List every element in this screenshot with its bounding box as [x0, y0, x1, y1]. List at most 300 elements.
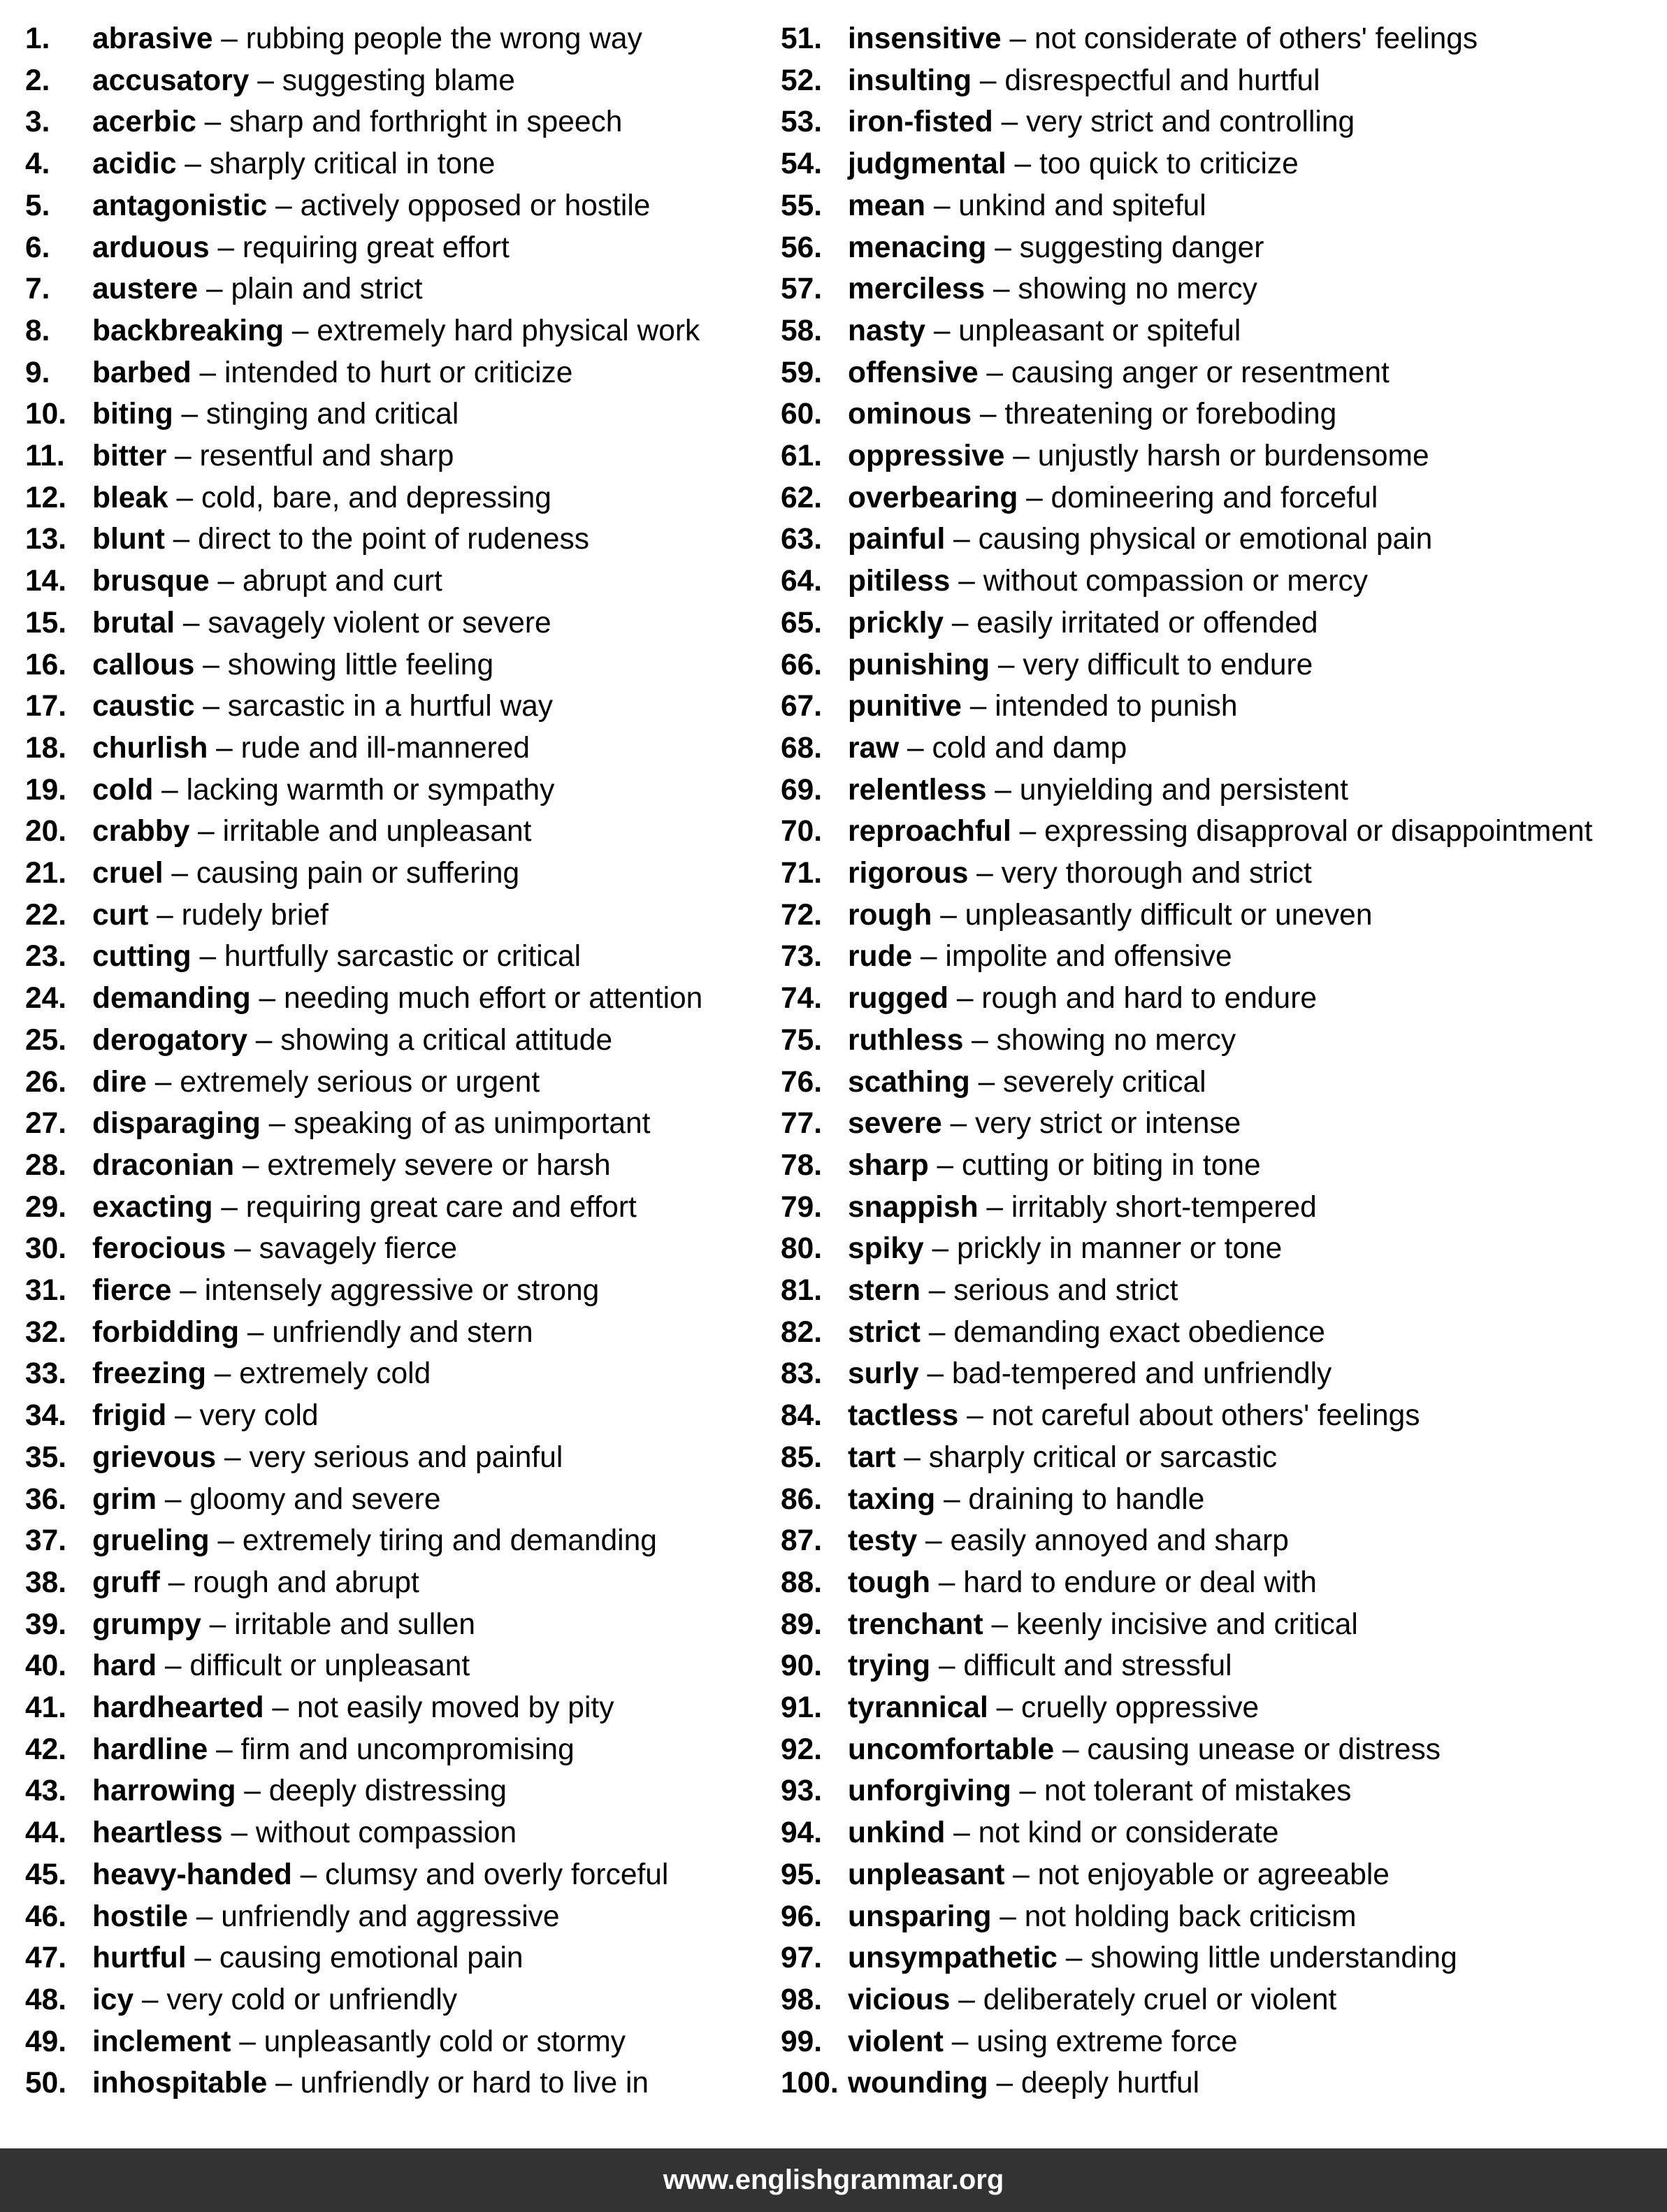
- item-definition: easily annoyed and sharp: [950, 1524, 1289, 1558]
- list-item: [781, 1270, 1178, 1312]
- list-item: [781, 1228, 1282, 1270]
- list-item: [25, 895, 329, 937]
- item-definition: cold and damp: [932, 731, 1127, 765]
- item-separator: –: [935, 1482, 969, 1516]
- item-definition: suggesting blame: [282, 64, 515, 97]
- item-word: iron-fisted: [848, 106, 993, 139]
- item-number: 82.: [781, 1315, 823, 1349]
- list-item: [781, 393, 1336, 435]
- item-word: pitiless: [848, 565, 951, 598]
- item-number: 94.: [781, 1816, 823, 1850]
- item-definition: irritably short-tempered: [1011, 1190, 1317, 1224]
- item-word: churlish: [92, 731, 208, 765]
- item-word: insensitive: [848, 22, 1002, 55]
- list-item: [25, 1353, 431, 1395]
- item-definition: bad-tempered and unfriendly: [951, 1357, 1332, 1391]
- item-number: 69.: [781, 773, 823, 807]
- list-item: [25, 1979, 457, 2021]
- item-word: unforgiving: [848, 1774, 1011, 1808]
- item-number: 28.: [25, 1148, 67, 1182]
- list-item: [781, 853, 1312, 895]
- item-number: 63.: [781, 523, 823, 556]
- item-number: 22.: [25, 898, 67, 932]
- list-item: [781, 1437, 1277, 1479]
- item-separator: –: [978, 356, 1011, 389]
- item-number: 87.: [781, 1524, 823, 1558]
- item-separator: –: [944, 606, 977, 639]
- item-definition: causing emotional pain: [219, 1942, 524, 1975]
- item-number: 52.: [781, 64, 823, 97]
- item-word: crabby: [92, 815, 190, 848]
- item-definition: direct to the point of rudeness: [198, 523, 590, 556]
- item-definition: very serious and painful: [249, 1440, 563, 1474]
- list-item: [25, 936, 581, 978]
- item-word: unkind: [848, 1816, 946, 1850]
- item-definition: savagely violent or severe: [208, 606, 551, 639]
- item-word: bleak: [92, 481, 168, 514]
- item-separator: –: [1006, 147, 1039, 181]
- list-item: [781, 1645, 1232, 1687]
- item-separator: –: [267, 189, 301, 222]
- item-number: 12.: [25, 481, 67, 514]
- list-item: [25, 477, 551, 519]
- item-separator: –: [1011, 815, 1045, 848]
- item-number: 8.: [25, 314, 50, 347]
- item-number: 16.: [25, 648, 67, 681]
- item-separator: –: [171, 1274, 205, 1307]
- item-number: 38.: [25, 1566, 67, 1599]
- item-number: 14.: [25, 565, 67, 598]
- list-item: [25, 1770, 507, 1812]
- item-definition: sharply critical or sarcastic: [928, 1440, 1278, 1474]
- item-separator: –: [972, 64, 1005, 97]
- item-number: 92.: [781, 1733, 823, 1766]
- item-word: derogatory: [92, 1023, 247, 1057]
- list-item: [25, 1896, 560, 1938]
- list-item: [781, 2021, 1237, 2063]
- item-definition: needing much effort or attention: [283, 982, 703, 1015]
- item-word: severe: [848, 1107, 942, 1141]
- item-word: spiky: [848, 1232, 924, 1266]
- item-number: 61.: [781, 440, 823, 472]
- item-number: 85.: [781, 1440, 823, 1474]
- item-word: frigid: [92, 1399, 167, 1433]
- item-separator: –: [189, 815, 223, 848]
- item-word: menacing: [848, 231, 987, 264]
- item-definition: intended to punish: [995, 690, 1238, 723]
- list-item: [781, 185, 1206, 227]
- list-item: [25, 310, 700, 352]
- item-number: 57.: [781, 273, 823, 306]
- list-item: [781, 352, 1390, 394]
- list-item: [25, 2062, 649, 2104]
- item-separator: –: [932, 898, 965, 932]
- item-separator: –: [166, 440, 200, 472]
- item-word: prickly: [848, 606, 944, 639]
- item-number: 5.: [25, 189, 50, 222]
- item-separator: –: [133, 1983, 167, 2016]
- item-number: 90.: [781, 1649, 823, 1683]
- item-definition: not kind or considerate: [978, 1816, 1279, 1850]
- item-number: 73.: [781, 940, 823, 974]
- list-item: [25, 1437, 563, 1479]
- item-separator: –: [198, 273, 231, 306]
- item-number: 37.: [25, 1524, 67, 1558]
- item-number: 67.: [781, 690, 823, 723]
- item-separator: –: [1011, 1774, 1044, 1808]
- item-definition: very strict and controlling: [1026, 106, 1355, 139]
- item-word: snappish: [848, 1190, 979, 1224]
- list-item: [781, 728, 1127, 769]
- item-separator: –: [1004, 1858, 1038, 1891]
- item-definition: unyielding and persistent: [1019, 773, 1348, 807]
- list-item: [781, 2062, 1199, 2104]
- item-separator: –: [187, 1900, 222, 1933]
- list-item: [25, 185, 650, 227]
- item-separator: –: [168, 481, 201, 514]
- item-number: 83.: [781, 1357, 823, 1391]
- item-number: 1.: [25, 22, 50, 55]
- item-definition: severely critical: [1003, 1065, 1206, 1099]
- item-word: punishing: [848, 648, 990, 681]
- item-number: 4.: [25, 147, 50, 181]
- list-item: [25, 1812, 517, 1854]
- item-separator: –: [972, 398, 1005, 431]
- list-item: [781, 1687, 1259, 1729]
- list-item: [781, 1479, 1204, 1521]
- list-item: [25, 1562, 419, 1604]
- item-number: 30.: [25, 1232, 67, 1266]
- item-definition: difficult and stressful: [963, 1649, 1232, 1683]
- item-word: overbearing: [848, 481, 1018, 514]
- item-definition: rough and abrupt: [193, 1566, 419, 1599]
- item-definition: domineering and forceful: [1051, 481, 1378, 514]
- item-separator: –: [930, 1566, 964, 1599]
- item-definition: without compassion: [255, 1816, 517, 1850]
- item-word: taxing: [848, 1482, 936, 1516]
- item-definition: unpleasantly difficult or uneven: [965, 898, 1373, 932]
- item-separator: –: [986, 773, 1020, 807]
- item-word: disparaging: [92, 1107, 261, 1141]
- item-definition: cruelly oppressive: [1021, 1691, 1260, 1724]
- item-separator: –: [176, 147, 210, 181]
- list-item: [25, 18, 642, 60]
- item-word: barbed: [92, 356, 192, 389]
- item-number: 100.: [781, 2067, 839, 2100]
- list-item: [25, 352, 572, 394]
- list-item: [781, 769, 1348, 811]
- item-definition: rude and ill-mannered: [240, 731, 531, 765]
- list-item: [781, 1937, 1457, 1979]
- item-separator: –: [948, 982, 982, 1015]
- list-item: [25, 1228, 457, 1270]
- item-separator: –: [895, 1440, 929, 1474]
- item-word: ominous: [848, 398, 972, 431]
- item-separator: –: [216, 1440, 250, 1474]
- item-word: demanding: [92, 982, 251, 1015]
- item-number: 13.: [25, 523, 67, 556]
- list-item: [781, 1312, 1325, 1354]
- item-word: stern: [848, 1274, 921, 1307]
- item-definition: not careful about others' feelings: [991, 1399, 1420, 1433]
- item-number: 75.: [781, 1023, 823, 1057]
- item-separator: –: [247, 1023, 281, 1057]
- list-item: [25, 1520, 657, 1562]
- item-number: 71.: [781, 857, 823, 890]
- list-item: [781, 1103, 1241, 1145]
- item-word: hardhearted: [92, 1691, 264, 1724]
- item-word: insulting: [848, 64, 972, 97]
- list-item: [781, 1562, 1317, 1604]
- footer-bar: [0, 2148, 1667, 2212]
- item-word: painful: [848, 523, 946, 556]
- item-word: unsparing: [848, 1900, 992, 1933]
- list-item: [25, 1604, 475, 1646]
- footer-url[interactable]: www.englishgrammar.org: [663, 2164, 1004, 2195]
- item-number: 20.: [25, 815, 67, 848]
- item-separator: –: [236, 1774, 269, 1808]
- list-item: [25, 853, 519, 895]
- item-word: sharp: [848, 1148, 929, 1182]
- item-definition: too quick to criticize: [1039, 147, 1299, 181]
- item-word: violent: [848, 2025, 944, 2058]
- item-number: 19.: [25, 773, 67, 807]
- list-item: [781, 477, 1378, 519]
- item-number: 55.: [781, 189, 823, 222]
- item-definition: not easily moved by pity: [296, 1691, 614, 1724]
- list-item: [25, 811, 531, 853]
- list-item: [25, 561, 442, 602]
- item-separator: –: [264, 1691, 297, 1724]
- list-item: [781, 602, 1318, 644]
- item-number: 95.: [781, 1858, 823, 1891]
- item-separator: –: [917, 1524, 951, 1558]
- item-separator: –: [164, 523, 199, 556]
- item-definition: speaking of as unimportant: [294, 1107, 651, 1141]
- item-word: bitter: [92, 440, 167, 472]
- list-item: [25, 978, 702, 1020]
- item-definition: actively opposed or hostile: [300, 189, 651, 222]
- item-separator: –: [250, 982, 284, 1015]
- list-item: [25, 227, 510, 269]
- item-definition: very thorough and strict: [1001, 857, 1312, 890]
- list-item: [25, 2021, 626, 2063]
- item-number: 84.: [781, 1399, 823, 1433]
- list-item: [25, 1937, 524, 1979]
- item-word: uncomfortable: [848, 1733, 1055, 1766]
- item-separator: –: [928, 1148, 962, 1182]
- item-definition: hurtfully sarcastic or critical: [224, 940, 582, 974]
- item-word: grievous: [92, 1440, 217, 1474]
- item-separator: –: [186, 1942, 219, 1975]
- item-definition: draining to handle: [968, 1482, 1205, 1516]
- item-number: 9.: [25, 356, 50, 389]
- item-definition: firm and uncompromising: [240, 1733, 575, 1766]
- item-separator: –: [1018, 481, 1051, 514]
- item-definition: unfriendly and aggressive: [221, 1900, 560, 1933]
- item-word: dire: [92, 1065, 147, 1099]
- list-item: [25, 686, 553, 728]
- item-number: 96.: [781, 1900, 823, 1933]
- item-definition: keenly incisive and critical: [1016, 1607, 1358, 1641]
- item-number: 76.: [781, 1065, 823, 1099]
- item-word: tart: [848, 1440, 896, 1474]
- item-definition: showing little feeling: [227, 648, 494, 681]
- item-definition: cold, bare, and depressing: [201, 481, 551, 514]
- list-item: [25, 1395, 319, 1437]
- item-definition: difficult or unpleasant: [189, 1649, 470, 1683]
- item-separator: –: [201, 1607, 235, 1641]
- item-word: hardline: [92, 1733, 208, 1766]
- item-separator: –: [918, 1357, 952, 1391]
- list-item: [781, 227, 1264, 269]
- item-number: 24.: [25, 982, 67, 1015]
- item-definition: unpleasant or spiteful: [958, 314, 1241, 347]
- item-word: icy: [92, 1983, 134, 2016]
- item-separator: –: [212, 1190, 246, 1224]
- item-separator: –: [208, 1733, 241, 1766]
- item-separator: –: [166, 1399, 200, 1433]
- item-word: rugged: [848, 982, 949, 1015]
- list-item: [25, 769, 554, 811]
- list-item: [25, 1020, 612, 1062]
- list-item: [25, 1645, 470, 1687]
- list-item: [25, 1062, 540, 1104]
- list-item: [25, 101, 622, 143]
- item-word: gruff: [92, 1566, 160, 1599]
- item-word: backbreaking: [92, 314, 284, 347]
- item-definition: extremely serious or urgent: [180, 1065, 540, 1099]
- item-number: 6.: [25, 231, 50, 264]
- item-definition: disrespectful and hurtful: [1004, 64, 1320, 97]
- item-separator: –: [175, 606, 208, 639]
- item-separator: –: [191, 356, 224, 389]
- list-item: [781, 686, 1238, 728]
- item-number: 54.: [781, 147, 823, 181]
- list-item: [25, 728, 530, 769]
- item-number: 10.: [25, 398, 67, 431]
- list-item: [781, 1520, 1289, 1562]
- item-word: raw: [848, 731, 900, 765]
- item-separator: –: [950, 1983, 983, 2016]
- item-word: inclement: [92, 2025, 231, 2058]
- list-item: [781, 895, 1372, 937]
- item-separator: –: [1057, 1942, 1091, 1975]
- list-item: [781, 1062, 1206, 1104]
- item-word: unsympathetic: [848, 1942, 1058, 1975]
- item-number: 42.: [25, 1733, 67, 1766]
- item-separator: –: [920, 1274, 954, 1307]
- item-separator: –: [173, 398, 206, 431]
- item-word: punitive: [848, 690, 962, 723]
- item-definition: cutting or biting in tone: [962, 1148, 1261, 1182]
- item-definition: rudely brief: [181, 898, 329, 932]
- item-separator: –: [159, 1566, 194, 1599]
- item-number: 31.: [25, 1274, 67, 1307]
- list-item: [781, 519, 1432, 561]
- item-number: 80.: [781, 1232, 823, 1266]
- item-word: heavy-handed: [92, 1858, 292, 1891]
- item-word: rigorous: [848, 857, 969, 890]
- item-number: 58.: [781, 314, 823, 347]
- item-number: 89.: [781, 1607, 823, 1641]
- item-separator: –: [1054, 1733, 1088, 1766]
- item-separator: –: [212, 22, 246, 55]
- item-word: grim: [92, 1482, 157, 1516]
- item-definition: not enjoyable or agreeable: [1037, 1858, 1390, 1891]
- item-definition: showing no mercy: [1018, 273, 1257, 306]
- item-word: biting: [92, 398, 173, 431]
- item-definition: serious and strict: [953, 1274, 1178, 1307]
- item-number: 32.: [25, 1315, 67, 1349]
- item-word: surly: [848, 1357, 919, 1391]
- item-separator: –: [291, 1858, 326, 1891]
- item-number: 17.: [25, 690, 67, 723]
- item-definition: lacking warmth or sympathy: [186, 773, 555, 807]
- list-item: [781, 978, 1317, 1020]
- item-separator: –: [968, 857, 1002, 890]
- list-item: [781, 268, 1257, 310]
- item-definition: using extreme force: [976, 2025, 1238, 2058]
- item-word: abrasive: [92, 22, 213, 55]
- item-number: 72.: [781, 898, 823, 932]
- list-item: [25, 268, 423, 310]
- item-separator: –: [205, 1357, 240, 1391]
- item-definition: hard to endure or deal with: [963, 1566, 1317, 1599]
- item-word: scathing: [848, 1065, 970, 1099]
- item-separator: –: [157, 1649, 190, 1683]
- item-number: 29.: [25, 1190, 67, 1224]
- list-item: [781, 60, 1320, 102]
- item-definition: showing no mercy: [996, 1023, 1236, 1057]
- item-definition: very difficult to endure: [1023, 648, 1313, 681]
- item-separator: –: [899, 731, 932, 765]
- item-number: 27.: [25, 1107, 67, 1141]
- item-definition: impolite and offensive: [945, 940, 1232, 974]
- item-separator: –: [231, 2025, 264, 2058]
- item-word: acerbic: [92, 106, 196, 139]
- item-number: 41.: [25, 1691, 67, 1724]
- item-separator: –: [208, 731, 241, 765]
- item-word: antagonistic: [92, 189, 268, 222]
- list-item: [781, 936, 1232, 978]
- list-item: [781, 561, 1368, 602]
- item-definition: stinging and critical: [205, 398, 459, 431]
- list-item: [781, 1896, 1357, 1938]
- list-item: [25, 1687, 614, 1729]
- item-number: 3.: [25, 106, 50, 139]
- item-number: 47.: [25, 1942, 67, 1975]
- item-definition: showing little understanding: [1090, 1942, 1457, 1975]
- item-separator: –: [925, 314, 959, 347]
- item-word: hurtful: [92, 1942, 187, 1975]
- item-separator: –: [930, 1649, 964, 1683]
- item-separator: –: [226, 1232, 259, 1266]
- item-word: tyrannical: [848, 1691, 988, 1724]
- item-number: 2.: [25, 64, 50, 97]
- item-definition: rubbing people the wrong way: [245, 22, 642, 55]
- item-word: forbidding: [92, 1315, 240, 1349]
- item-number: 77.: [781, 1107, 823, 1141]
- item-number: 44.: [25, 1816, 67, 1850]
- item-separator: –: [945, 1816, 979, 1850]
- item-number: 66.: [781, 648, 823, 681]
- item-number: 36.: [25, 1482, 67, 1516]
- item-word: unpleasant: [848, 1858, 1005, 1891]
- item-definition: easily irritated or offended: [976, 606, 1318, 639]
- item-number: 62.: [781, 481, 823, 514]
- item-word: inhospitable: [92, 2067, 268, 2100]
